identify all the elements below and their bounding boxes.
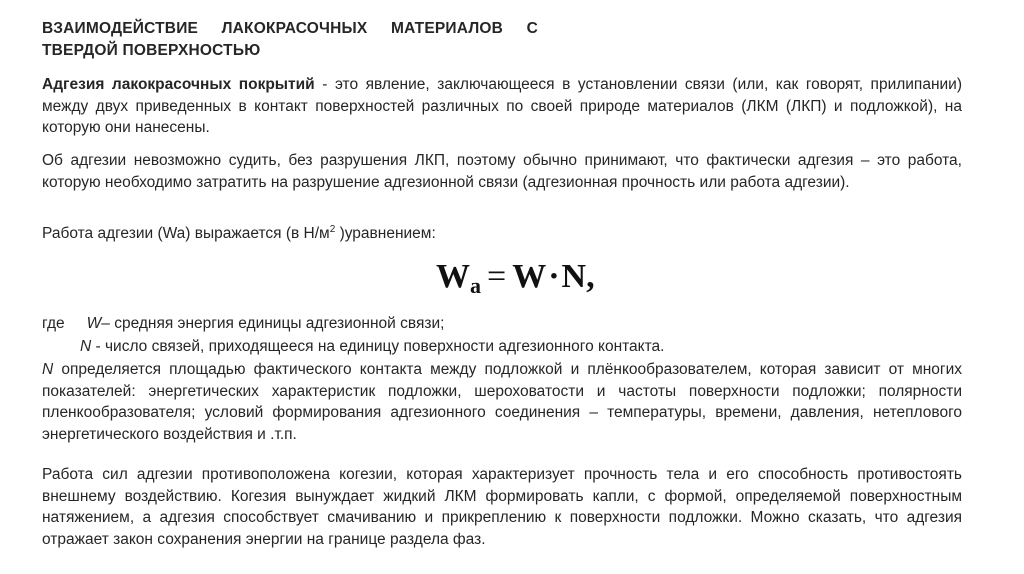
formula-equals: =: [487, 258, 507, 295]
definition-w-text: – средняя энергия единицы адгезионной связи;: [101, 315, 445, 332]
title-word: МАТЕРИАЛОВ: [390, 20, 504, 37]
paragraph-adhesion-definition: [42, 74, 962, 139]
definition-n-text: - число связей, приходящееся на единицу поверхности адгезионного контакта.: [91, 338, 665, 355]
definition-text: - это явление, заключающееся в установлении связи (или, как говорят, прилипании) между двух приведенных в контакт поверхностей различных по своей природе материалов (ЛКМ (ЛКП) и подложкой), на которую они нанесены.: [42, 76, 962, 136]
term-adhesion: Адгезия лакокрасочных покрытий: [42, 76, 315, 93]
symbol-w: W: [86, 315, 102, 332]
symbol-n-2: N: [42, 361, 54, 378]
formula-w: W: [512, 258, 547, 295]
formula-n: N,: [561, 258, 595, 295]
title-word: ЛАКОКРАСОЧНЫХ: [221, 20, 368, 37]
paragraph-n-determined: [42, 359, 962, 445]
definition-n: [80, 336, 960, 358]
formula-dot: ·: [548, 258, 560, 295]
paragraph-cohesion: Работа сил адгезии противоположена когезии, которая характеризует прочность тела и его способность противостоять внешнему воздействию. Когезия вынуждает жидкий ЛКМ формировать капли, с формой, определяемой поверхностным натяжением, а адгезия способствует смачиванию и прикреплению к поверхности подложки. Можно сказать, что адгезия отражает закон сохранения энергии на границе раздела фаз.: [42, 466, 962, 548]
adhesion-formula: [436, 258, 595, 299]
formula-lhs: W: [436, 258, 470, 295]
title-word: ВЗАИМОДЕЙСТВИЕ: [42, 20, 199, 37]
formula-lhs-subscript: a: [470, 273, 481, 298]
where-word: где: [42, 315, 65, 332]
title-line-2: ТВЕРДОЙ ПОВЕРХНОСТЬЮ: [42, 42, 261, 59]
paragraph-n-text: определяется площадью фактического контакта между подложкой и плёнкообразователем, которая зависит от многих показателей: энергетических характеристик подложки, шероховатости и частоты поверхности подложки; полярности пленкообразователя; условий формирования адгезионного соединения – температуры, времени, давления, нетеплового энергетического воздействия и .т.п.: [42, 361, 962, 443]
paragraph-adhesion-work: Об адгезии невозможно судить, без разрушения ЛКП, поэтому обычно принимают, что фактически адгезия – это работа, которую необходимо затратить на разрушение адгезионной связи (адгезионная прочность или работа адгезии).: [42, 152, 962, 191]
title-word: С: [526, 20, 538, 37]
slide-title: [42, 18, 562, 62]
paragraph-equation-intro: [42, 219, 962, 245]
intro-text: Работа адгезии (Wa) выражается (в Н/м: [42, 225, 330, 243]
intro-text-end: )уравнением:: [335, 225, 436, 243]
title-line-1: [42, 18, 538, 40]
unit-superscript: 2: [329, 224, 336, 235]
symbol-n: N: [80, 338, 92, 355]
definition-w: [42, 313, 962, 335]
